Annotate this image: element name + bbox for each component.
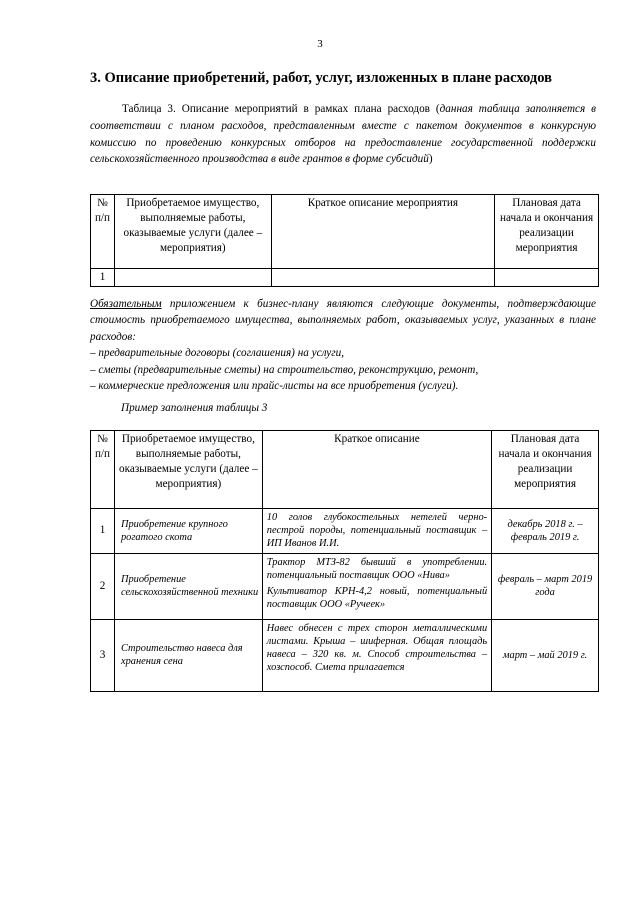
row-description: 10 голов глубокостельных нетелей черно-пестрой породы, потенциальный поставщик – ИП Иванов И.И. xyxy=(262,509,491,554)
page-number: 3 xyxy=(317,38,323,50)
intro-tail: ) xyxy=(428,153,433,166)
table-row xyxy=(91,509,599,554)
header-num: № п/п xyxy=(91,195,115,269)
header-item: Приобретаемое имущество, выполняемые работы, оказываемые услуги (далее – мероприятия) xyxy=(114,195,271,269)
row-item xyxy=(114,269,271,287)
list-item: – сметы (предварительные сметы) на строительство, реконструкцию, ремонт, xyxy=(90,363,479,376)
mandatory-underlined: Обязательным xyxy=(90,298,162,310)
table-row xyxy=(91,619,599,691)
row-num: 3 xyxy=(91,619,115,691)
row-item: Приобретение крупного рогатого скота xyxy=(114,509,262,554)
row-item: Приобретение сельскохозяйственной техники xyxy=(114,553,262,619)
header-description: Краткое описание мероприятия xyxy=(271,195,494,269)
mandatory-documents xyxy=(90,296,596,394)
example-title: Пример заполнения таблицы 3 xyxy=(121,402,268,414)
row-date xyxy=(495,269,599,287)
row-date: март – май 2019 г. xyxy=(492,619,599,691)
table-row xyxy=(91,553,599,619)
table-header-row xyxy=(91,431,599,509)
example-table xyxy=(90,430,599,692)
intro-lead: Таблица 3. Описание мероприятий в рамках плана расходов ( xyxy=(122,103,440,115)
row-date: февраль – март 2019 года xyxy=(492,553,599,619)
table-row xyxy=(91,269,599,287)
section-heading: 3. Описание приобретений, работ, услуг, изложенных в плане расходов xyxy=(90,70,552,86)
row-num: 1 xyxy=(91,509,115,554)
list-item: – коммерческие предложения или прайс-листы на все приобретения (услуги). xyxy=(90,380,459,393)
description-line: Культиватор КРН-4,2 новый, потенциальный поставщик ООО «Ручеек» xyxy=(266,586,488,611)
row-num: 2 xyxy=(91,553,115,619)
row-description xyxy=(271,269,494,287)
mandatory-text: Обязательным приложением к бизнес-плану являются следующие документы, подтверждающие стоимость приобретаемого имущества, выполняемых работ, оказываемых услуг, указанных в плане расходов: xyxy=(90,298,596,343)
intro-italic-note: данная таблица заполняется в соответствии с планом расходов, представленным вместе с пакетом документов в конкурсную комиссию по проведению конкурсных отборов на предоставление государственной поддержки сельскохозяйственного производства в виде грантов в форме субсидий xyxy=(90,103,596,166)
activities-table xyxy=(90,194,599,287)
row-num: 1 xyxy=(91,269,115,287)
row-description xyxy=(262,553,491,619)
description-line: Трактор МТЗ-82 бывший в употреблении. потенциальный поставщик ООО «Нива» xyxy=(266,556,488,581)
header-date: Плановая дата начала и окончания реализации мероприятия xyxy=(495,195,599,269)
table-intro xyxy=(90,101,596,168)
header-date: Плановая дата начала и окончания реализации мероприятия xyxy=(492,431,599,509)
header-item: Приобретаемое имущество, выполняемые работы, оказываемые услуги (далее – мероприятия) xyxy=(114,431,262,509)
row-description: Навес обнесен с трех сторон металлическими листами. Крыша – шиферная. Общая площадь навеса – 320 кв. м. Способ строительства – хозспособ. Смета прилагается xyxy=(262,619,491,691)
list-item: – предварительные договоры (соглашения) на услуги, xyxy=(90,347,345,360)
row-date: декабрь 2018 г. – февраль 2019 г. xyxy=(492,509,599,554)
header-num: № п/п xyxy=(91,431,115,509)
header-description: Краткое описание xyxy=(262,431,491,509)
table-header-row xyxy=(91,195,599,269)
row-item: Строительство навеса для хранения сена xyxy=(114,619,262,691)
